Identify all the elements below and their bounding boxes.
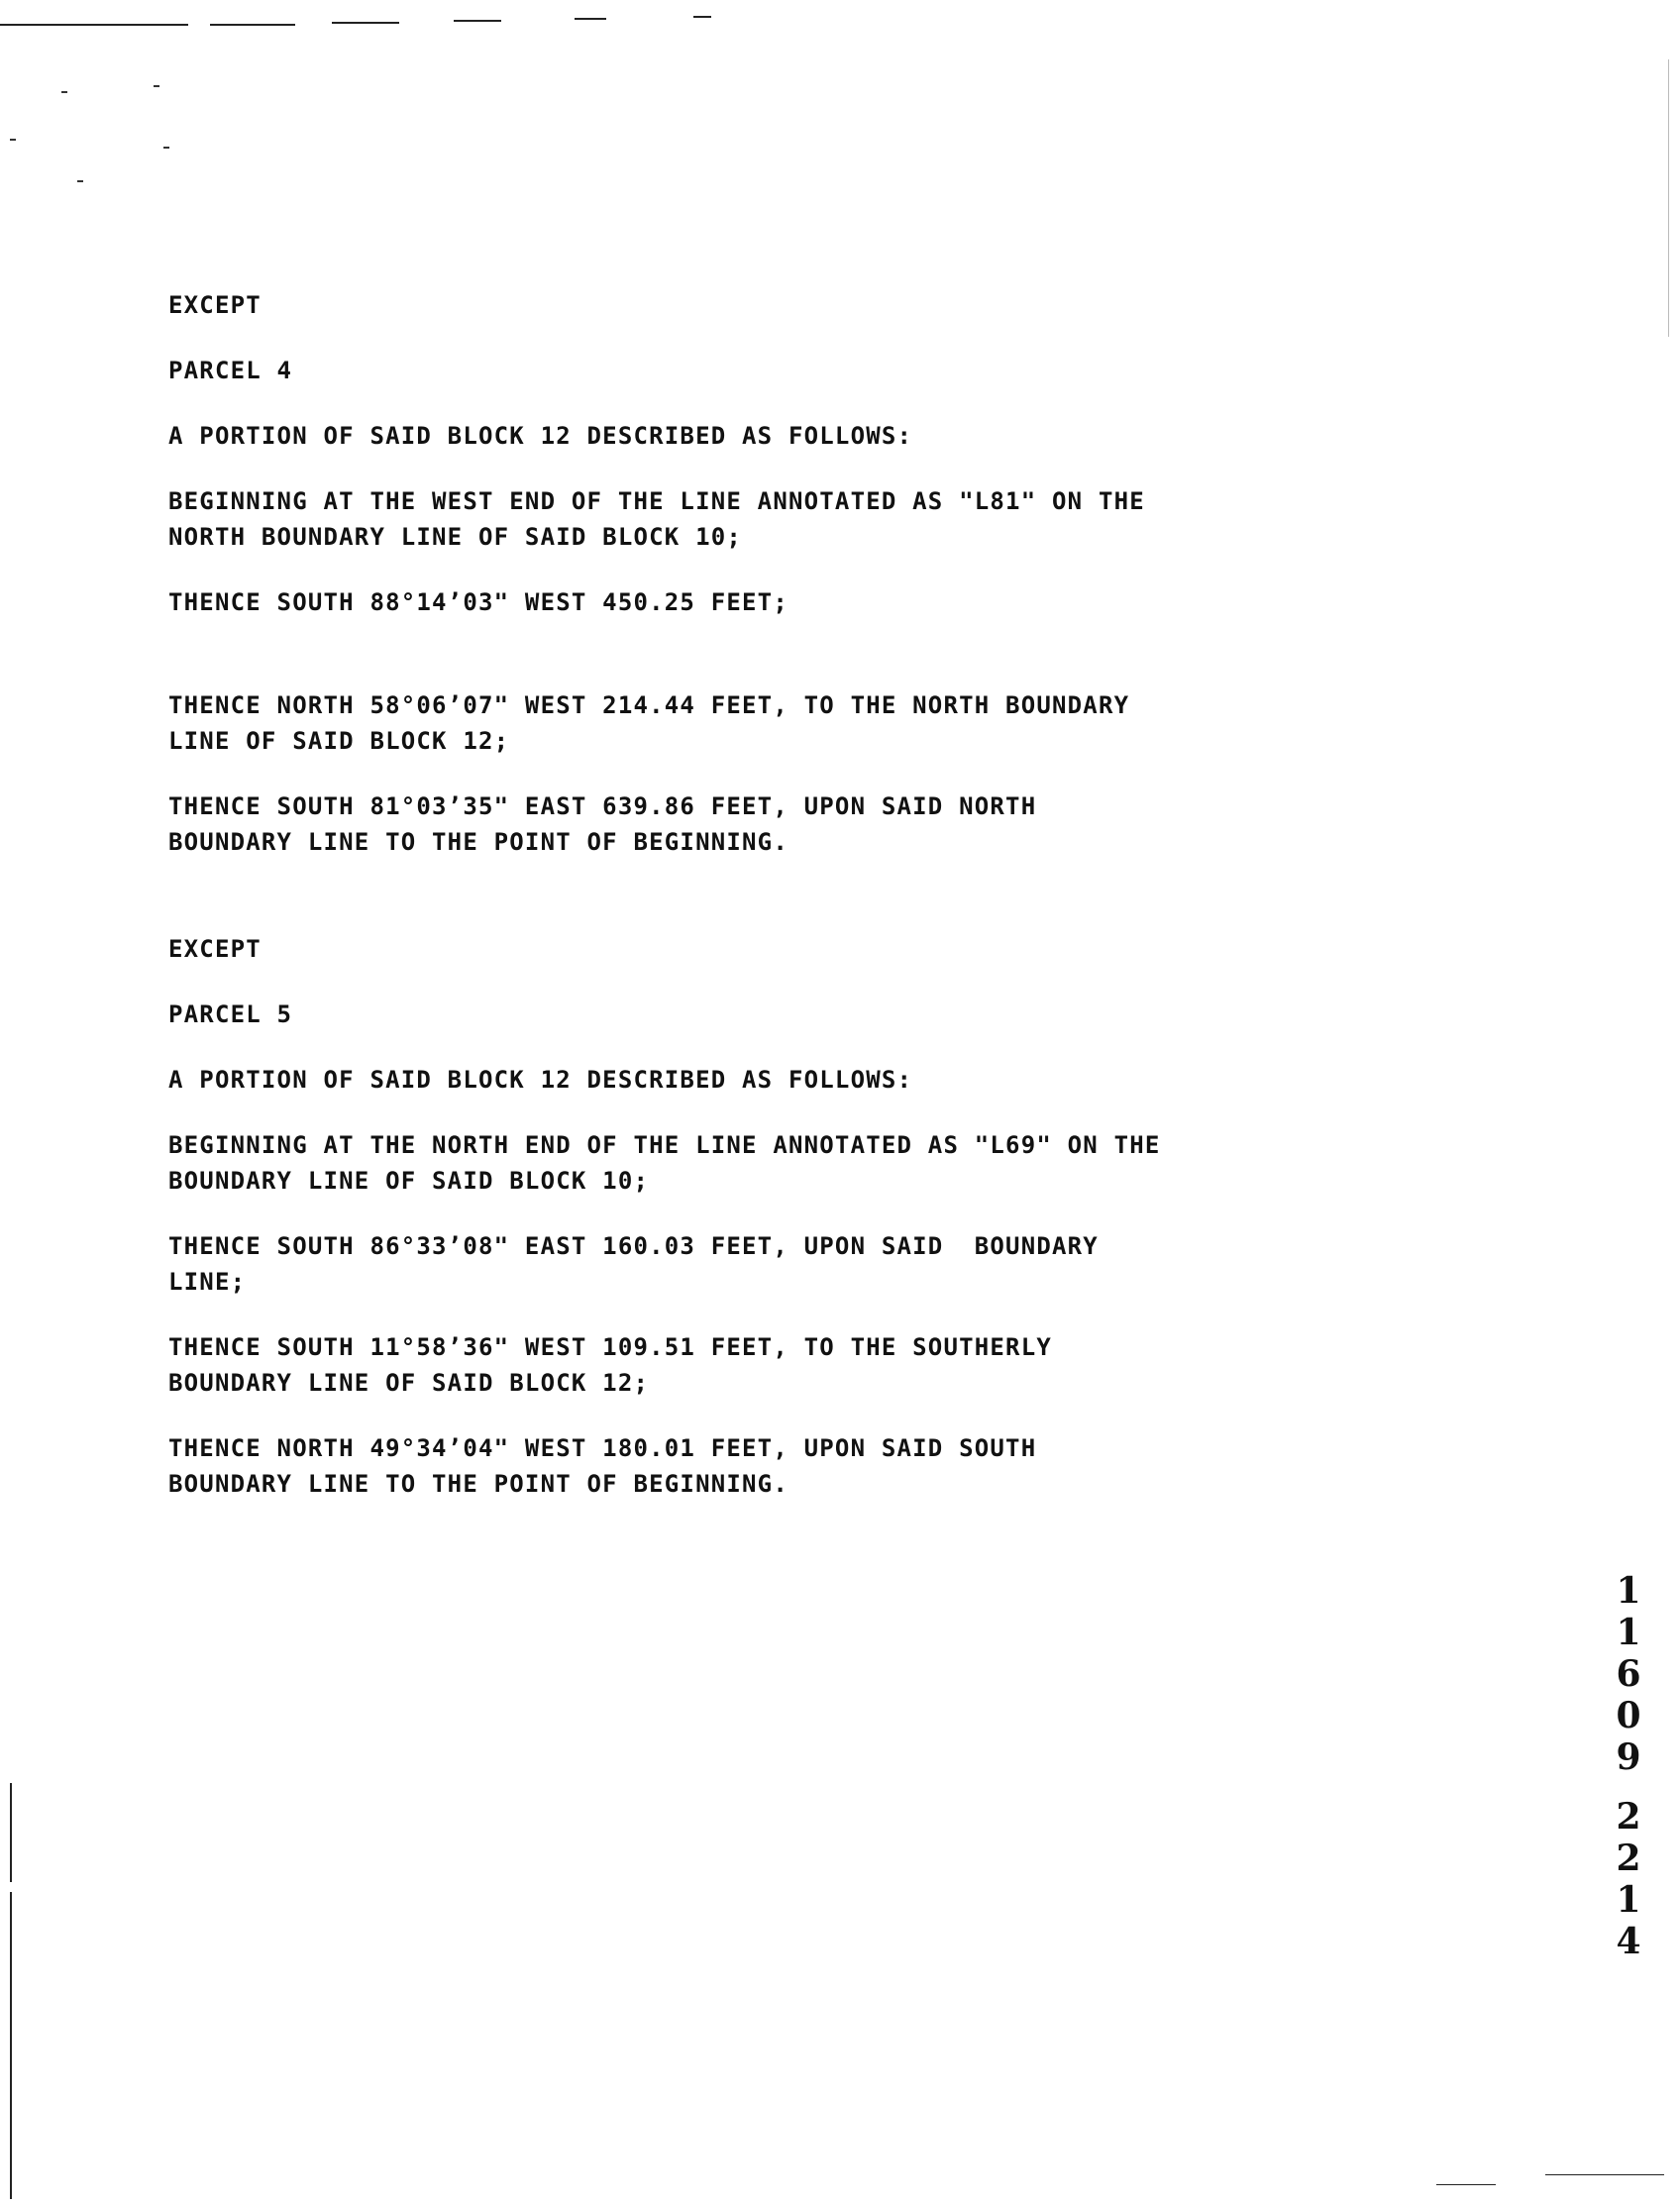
stamp-digit: 1	[1616, 1570, 1641, 1612]
beginning-clause: BEGINNING AT THE NORTH END OF THE LINE ANNOTATED AS "L69" ON THE BOUNDARY LINE OF SAID BLOCK 10;	[168, 1131, 1161, 1195]
thence-clause: THENCE SOUTH 11°58’36" WEST 109.51 FEET, TO THE SOUTHERLY BOUNDARY LINE OF SAID BLOCK 12;	[168, 1333, 1053, 1397]
scan-edge	[10, 1892, 12, 2199]
stamp-digit: 1	[1616, 1612, 1641, 1653]
thence-clause: THENCE SOUTH 88°14’03" WEST 450.25 FEET;	[168, 588, 788, 616]
except-heading: EXCEPT	[168, 291, 262, 319]
scan-line	[1545, 2174, 1664, 2175]
speck	[163, 147, 169, 149]
thence-clause: THENCE NORTH 49°34’04" WEST 180.01 FEET, UPON SAID SOUTH BOUNDARY LINE TO THE POINT OF BEGINNING.	[168, 1434, 1037, 1498]
stamp-digit: 2	[1616, 1796, 1641, 1838]
scan-line	[575, 18, 606, 20]
scan-edge	[1668, 59, 1669, 337]
stamp-digit: 4	[1616, 1921, 1641, 1962]
parcel-heading: PARCEL 5	[168, 1000, 293, 1028]
scan-line	[0, 24, 188, 26]
speck	[77, 180, 83, 182]
stamp-digit: 1	[1616, 1879, 1641, 1921]
recording-number-stamp	[1609, 1570, 1648, 1962]
scan-edge	[10, 1783, 12, 1882]
legal-description	[168, 287, 1308, 1531]
thence-clause: THENCE NORTH 58°06’07" WEST 214.44 FEET, TO THE NORTH BOUNDARY LINE OF SAID BLOCK 12;	[168, 691, 1130, 755]
stamp-digit: 0	[1616, 1695, 1641, 1736]
scan-line	[332, 22, 399, 24]
parcel-heading: PARCEL 4	[168, 357, 293, 384]
scan-line	[454, 20, 501, 22]
speck	[10, 139, 16, 141]
stamp-gap	[1609, 1778, 1648, 1796]
stamp-digit: 6	[1616, 1653, 1641, 1695]
beginning-clause: BEGINNING AT THE WEST END OF THE LINE ANNOTATED AS "L81" ON THE NORTH BOUNDARY LINE OF SAID BLOCK 10;	[168, 487, 1145, 551]
thence-clause: THENCE SOUTH 86°33’08" EAST 160.03 FEET, UPON SAID BOUNDARY LINE;	[168, 1232, 1099, 1296]
scan-line	[210, 24, 295, 26]
speck	[61, 91, 67, 93]
stamp-digit: 9	[1616, 1736, 1641, 1778]
speck	[154, 85, 159, 87]
thence-clause: THENCE SOUTH 81°03’35" EAST 639.86 FEET, UPON SAID NORTH BOUNDARY LINE TO THE POINT OF BEGINNING.	[168, 792, 1037, 856]
scan-line	[1436, 2184, 1496, 2185]
portion-statement: A PORTION OF SAID BLOCK 12 DESCRIBED AS FOLLOWS:	[168, 1066, 913, 1094]
portion-statement: A PORTION OF SAID BLOCK 12 DESCRIBED AS FOLLOWS:	[168, 422, 913, 450]
except-heading: EXCEPT	[168, 935, 262, 963]
scan-line	[693, 16, 711, 18]
stamp-digit: 2	[1616, 1838, 1641, 1879]
